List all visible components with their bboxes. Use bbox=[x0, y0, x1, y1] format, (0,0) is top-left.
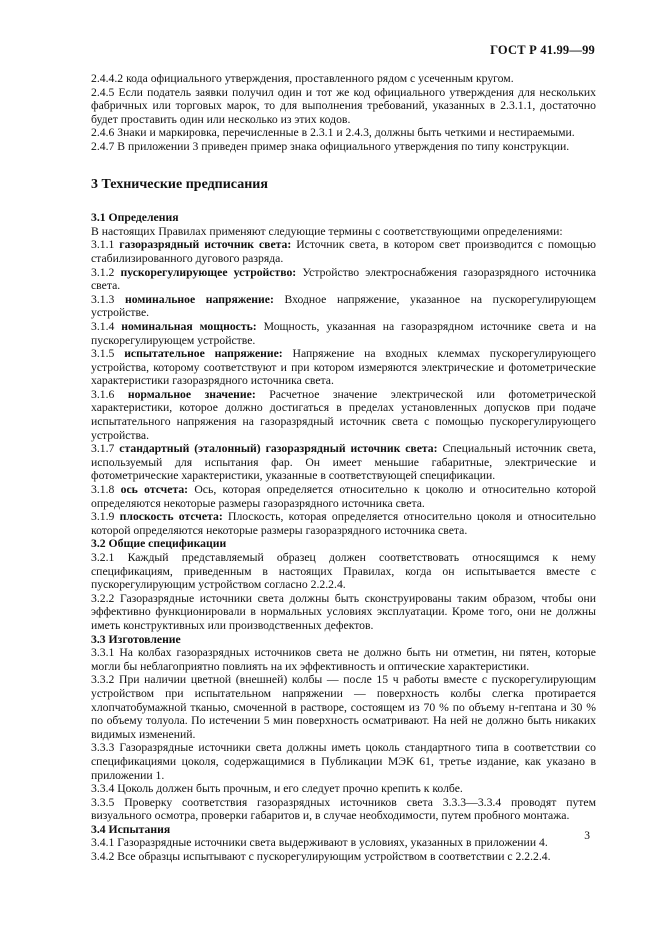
paragraph-3-4-1: 3.4.1 Газоразрядные источники света выдерживают в условиях, указанных в приложении 4. bbox=[91, 836, 548, 850]
definitions-intro: В настоящих Правилах применяют следующие термины с соответствующими определениями: bbox=[91, 224, 563, 238]
definition-3-1-6 bbox=[91, 388, 596, 442]
definition-term: испытательное напряжение: bbox=[124, 347, 283, 361]
subsection-heading-3-4: 3.4 Испытания bbox=[91, 822, 171, 836]
definition-term: стандартный (эталонный) газоразрядный источник света: bbox=[119, 442, 438, 456]
definition-term: газоразрядный источник света: bbox=[119, 238, 292, 252]
definition-term: ось отсчета: bbox=[120, 483, 189, 497]
definition-text: Плоскость, которая определяется относительно цоколя и относительно которой определяются некоторые размеры газоразрядного источника света. bbox=[91, 510, 597, 537]
definition-3-1-2 bbox=[91, 266, 596, 293]
definition-number: 3.1.4 bbox=[91, 319, 115, 333]
paragraph-3-3-4: 3.3.4 Цоколь должен быть прочным, и его следует прочно крепить к колбе. bbox=[91, 782, 463, 796]
definition-number: 3.1.3 bbox=[91, 292, 115, 306]
subsection-heading-3-2: 3.2 Общие спецификации bbox=[91, 537, 227, 551]
definition-text: Расчетное значение электрической или фотометрической характеристики, которое должно достигаться в пределах установленных допусков при подаче испытательного напряжения на газоразрядный источник света с помощью пускорегулирующего устройства. bbox=[91, 387, 596, 442]
definition-number: 3.1.2 bbox=[91, 265, 115, 279]
document-body bbox=[91, 72, 596, 864]
paragraph-3-4-2: 3.4.2 Все образцы испытывают с пускорегулирующим устройством в соответствии с 2.2.2.4. bbox=[91, 850, 551, 864]
subsection-heading-3-1: 3.1 Определения bbox=[91, 211, 179, 225]
definition-text: Напряжение на входных клеммах пускорегулирующего устройства, которому соответствуют и при котором измеряются электрические и фотометрические характеристики газоразрядного источника света. bbox=[91, 347, 597, 388]
definition-3-1-4 bbox=[91, 320, 596, 347]
paragraph-2-4-6: 2.4.6 Знаки и маркировка, перечисленные в 2.3.1 и 2.4.3, должны быть четкими и нестираемыми. bbox=[91, 126, 575, 140]
definition-text: Специальный источник света, используемый для испытания фар. Он имеет меньшие габаритные, электрические и фотометрические характеристики, указанные в соответствующей спецификации. bbox=[91, 442, 596, 483]
paragraph-2-4-5: 2.4.5 Если податель заявки получил один и тот же код официального утверждения для нескольких фабричных или торговых марок, то для выполнения требований, указанных в 2.3.1.1, достаточно будет проставить один или несколько из этих кодов. bbox=[91, 85, 596, 126]
section-title: 3 Технические предписания bbox=[91, 176, 268, 192]
definition-3-1-9 bbox=[91, 510, 596, 537]
paragraph-3-3-3: 3.3.3 Газоразрядные источники света должны иметь цоколь стандартного типа в соответствии со спецификациями цоколя, содержащимися в Публикации МЭК 61, третье издание, как указано в приложении 1. bbox=[91, 741, 596, 782]
definition-term: пускорегулирующее устройство: bbox=[120, 265, 297, 279]
paragraph-3-3-1: 3.3.1 На колбах газоразрядных источников света не должно быть ни отметин, ни пятен, которые могли бы неблагоприятно повлиять на их эффективность и оптические характеристики. bbox=[91, 646, 596, 673]
definition-3-1-5 bbox=[91, 347, 596, 388]
definition-text: Источник света, в котором свет производится с помощью стабилизированного дугового разряда. bbox=[91, 238, 596, 265]
paragraph-2-4-4-2: 2.4.4.2 кода официального утверждения, проставленного рядом с усеченным кругом. bbox=[91, 72, 514, 85]
definition-number: 3.1.9 bbox=[91, 510, 115, 524]
definition-text: Устройство электроснабжения газоразрядного источника света. bbox=[91, 265, 597, 293]
paragraph-2-4-7: 2.4.7 В приложении 3 приведен пример знака официального утверждения по типу конструкции. bbox=[91, 139, 570, 153]
definition-term: нормальное значение: bbox=[127, 387, 256, 401]
paragraph-3-2-1: 3.2.1 Каждый представляемый образец должен соответствовать относящимся к нему спецификациям, приведенным в настоящих Правилах, когда он испытывается вместе с пускорегулирующим устройством согласно 2.2.2.4. bbox=[91, 551, 596, 592]
paragraph-3-2-2: 3.2.2 Газоразрядные источники света должны быть сконструированы таким образом, чтобы они эффективно функционировали в нормальных условиях эксплуатации. Кроме того, они не должны иметь конструктивных или производственных дефектов. bbox=[91, 591, 596, 632]
definition-3-1-1 bbox=[91, 238, 596, 265]
definition-3-1-3 bbox=[91, 293, 596, 320]
definition-number: 3.1.1 bbox=[91, 238, 115, 252]
paragraph-3-3-5: 3.3.5 Проверку соответствия газоразрядных источников света 3.3.3—3.3.4 проводят путем визуального осмотра, проверки габаритов и, в случае необходимости, путем пробного монтажа. bbox=[91, 795, 596, 823]
definition-3-1-7 bbox=[91, 442, 596, 483]
definition-3-1-8 bbox=[91, 483, 596, 510]
definition-text: Ось, которая определяется относительно к цоколю и относительно которой определяются некоторые размеры газоразрядного источника света. bbox=[91, 483, 597, 510]
definition-number: 3.1.8 bbox=[91, 483, 115, 497]
definition-term: номинальное напряжение: bbox=[124, 292, 274, 306]
definition-number: 3.1.6 bbox=[91, 387, 115, 401]
standard-header: ГОСТ Р 41.99—99 bbox=[490, 43, 595, 57]
definition-number: 3.1.5 bbox=[91, 347, 115, 361]
paragraph-3-3-2: 3.3.2 При наличии цветной (внешней) колбы — после 15 ч работы вместе с пускорегулирующим устройством при испытательном напряжении — поверхность колбы слегка протирается хлопчатобумажной тканью, смоченной в растворе, состоящем из 70 % по объему н-гептана и 30 % по объему толуола. По истечении 5 мин поверхность осматривают. На ней не должно быть никаких видимых изменений. bbox=[91, 673, 596, 741]
subsection-heading-3-3: 3.3 Изготовление bbox=[91, 632, 181, 646]
definition-number: 3.1.7 bbox=[91, 442, 115, 456]
page-number: 3 bbox=[584, 830, 590, 842]
definition-text: Входное напряжение, указанное на пускорегулирующем устройстве. bbox=[91, 292, 596, 320]
definition-term: номинальная мощность: bbox=[121, 319, 257, 333]
definition-term: плоскость отсчета: bbox=[119, 510, 223, 524]
definition-text: Мощность, указанная на газоразрядном источнике света и на пускорегулирующем устройстве. bbox=[91, 319, 597, 347]
